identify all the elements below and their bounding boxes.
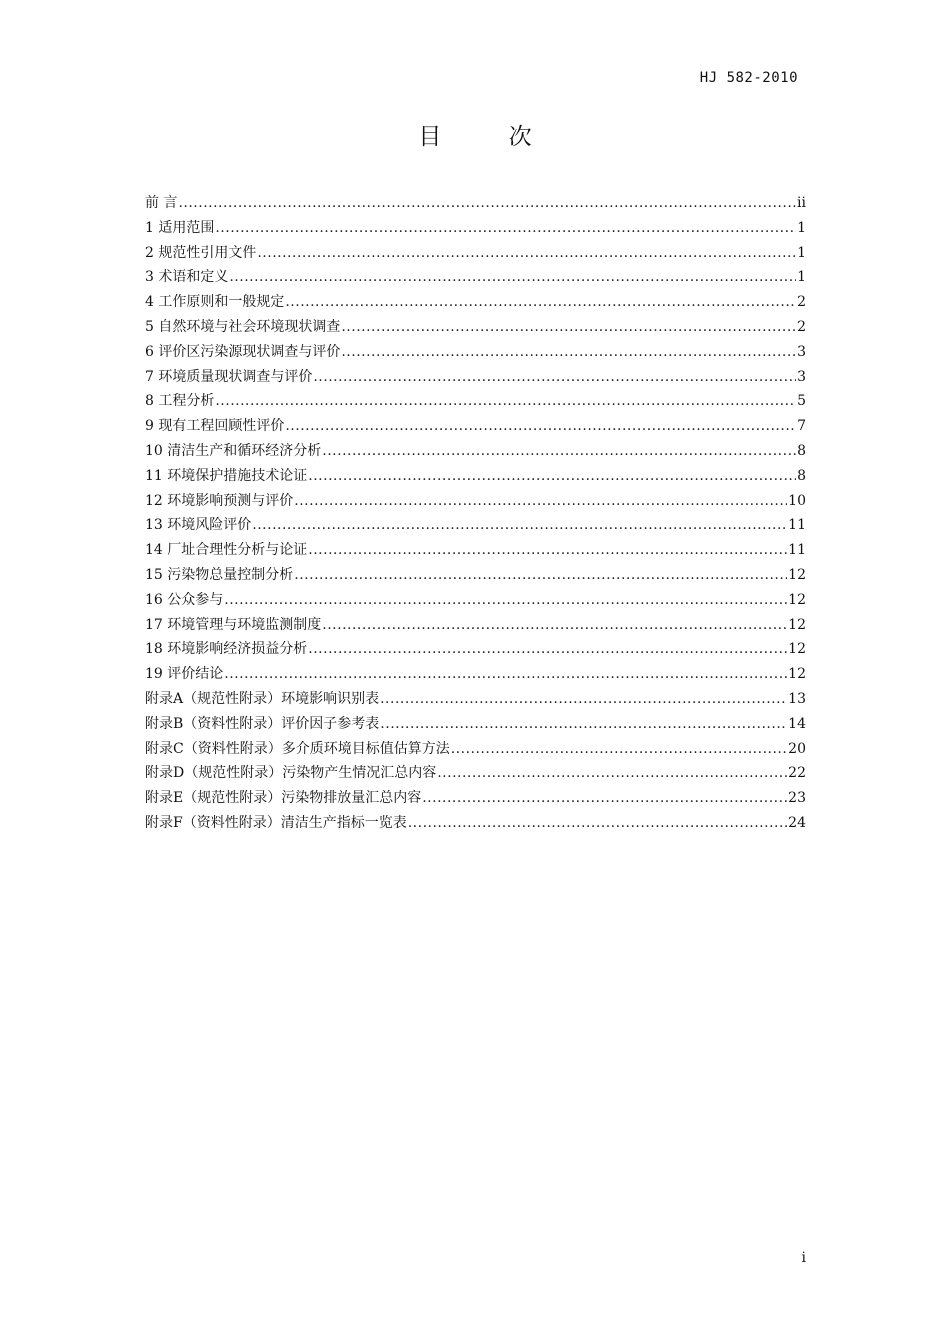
toc-entry-label: 前 言 xyxy=(145,195,178,211)
toc-entry-label: 2 规范性引用文件 xyxy=(145,244,257,261)
toc-entry-page: 20 xyxy=(788,740,806,757)
toc-entry-page: 2 xyxy=(797,294,806,311)
toc-dot-leader xyxy=(308,538,787,563)
toc-entry-label: 14 厂址合理性分析与论证 xyxy=(145,542,308,559)
toc-entry-label: 10 清洁生产和循环经济分析 xyxy=(145,442,322,459)
toc-entry-label: 附录D（规范性附录）污染物产生情况汇总内容 xyxy=(145,765,437,782)
toc-entry-label: 附录E（规范性附录）污染物排放量汇总内容 xyxy=(145,790,422,807)
table-of-contents xyxy=(145,191,806,836)
toc-dot-leader xyxy=(229,265,796,290)
toc-entry-page: 1 xyxy=(797,219,806,236)
toc-entry-page: 3 xyxy=(797,343,806,360)
toc-dot-leader xyxy=(313,365,796,390)
toc-entry-label: 3 术语和定义 xyxy=(145,269,229,286)
toc-entry[interactable] xyxy=(145,265,806,290)
toc-entry-page: 11 xyxy=(788,517,806,534)
toc-entry-page: 12 xyxy=(788,641,806,658)
toc-dot-leader xyxy=(224,588,787,613)
toc-entry-label: 16 公众参与 xyxy=(145,591,224,608)
toc-dot-leader xyxy=(178,191,796,216)
toc-entry-page: 12 xyxy=(788,591,806,608)
toc-entry[interactable] xyxy=(145,340,806,365)
toc-entry-label: 19 评价结论 xyxy=(145,666,224,683)
toc-entry[interactable] xyxy=(145,389,806,414)
toc-dot-leader xyxy=(252,513,787,538)
toc-dot-leader xyxy=(408,811,787,836)
toc-entry-label: 7 环境质量现状调查与评价 xyxy=(145,368,313,385)
toc-entry[interactable] xyxy=(145,290,806,315)
toc-dot-leader xyxy=(215,216,796,241)
page-number: i xyxy=(801,1250,806,1266)
toc-entry-label: 附录F（资料性附录）清洁生产指标一览表 xyxy=(145,814,407,831)
toc-entry[interactable] xyxy=(145,439,806,464)
toc-dot-leader xyxy=(341,340,796,365)
toc-entry-page: 12 xyxy=(788,666,806,683)
toc-entry-page: 1 xyxy=(797,269,806,286)
toc-dot-leader xyxy=(257,241,796,266)
toc-entry-page: 12 xyxy=(788,566,806,583)
toc-entry-label: 17 环境管理与环境监测制度 xyxy=(145,616,322,633)
toc-entry[interactable] xyxy=(145,613,806,638)
toc-entry[interactable] xyxy=(145,538,806,563)
toc-entry-label: 1 适用范围 xyxy=(145,219,215,236)
toc-entry[interactable] xyxy=(145,464,806,489)
toc-entry-label: 5 自然环境与社会环境现状调查 xyxy=(145,318,341,335)
toc-entry[interactable] xyxy=(145,737,806,762)
toc-dot-leader xyxy=(451,737,787,762)
toc-entry[interactable] xyxy=(145,191,806,216)
toc-dot-leader xyxy=(294,563,787,588)
toc-entry[interactable] xyxy=(145,315,806,340)
toc-entry[interactable] xyxy=(145,563,806,588)
toc-dot-leader xyxy=(308,464,796,489)
toc-entry-label: 6 评价区污染源现状调查与评价 xyxy=(145,343,341,360)
toc-entry-page: 13 xyxy=(788,690,806,707)
toc-entry[interactable] xyxy=(145,687,806,712)
toc-entry-label: 11 环境保护措施技术论证 xyxy=(145,467,308,484)
toc-entry-page: 22 xyxy=(788,765,806,782)
toc-entry-label: 附录B（资料性附录）评价因子参考表 xyxy=(145,715,380,732)
toc-dot-leader xyxy=(308,637,787,662)
toc-entry-label: 12 环境影响预测与评价 xyxy=(145,492,294,509)
toc-entry-page: 7 xyxy=(797,418,806,435)
toc-entry-label: 8 工程分析 xyxy=(145,393,215,410)
toc-entry-page: 14 xyxy=(788,715,806,732)
toc-entry-label: 18 环境影响经济损益分析 xyxy=(145,641,308,658)
toc-dot-leader xyxy=(322,613,787,638)
toc-dot-leader xyxy=(380,687,787,712)
toc-entry-page: 2 xyxy=(797,318,806,335)
toc-dot-leader xyxy=(285,290,796,315)
toc-entry-page: 8 xyxy=(797,467,806,484)
toc-dot-leader xyxy=(437,761,787,786)
toc-entry-page: 3 xyxy=(797,368,806,385)
toc-dot-leader xyxy=(322,439,796,464)
toc-entry[interactable] xyxy=(145,637,806,662)
toc-entry-page: 1 xyxy=(797,244,806,261)
toc-entry-label: 附录C（资料性附录）多介质环境目标值估算方法 xyxy=(145,740,450,757)
toc-dot-leader xyxy=(215,389,796,414)
toc-entry[interactable] xyxy=(145,588,806,613)
toc-dot-leader xyxy=(380,712,787,737)
toc-entry[interactable] xyxy=(145,489,806,514)
toc-entry[interactable] xyxy=(145,216,806,241)
toc-entry[interactable] xyxy=(145,513,806,538)
toc-entry[interactable] xyxy=(145,786,806,811)
toc-entry-page: 24 xyxy=(788,814,806,831)
document-code: HJ 582-2010 xyxy=(699,70,798,86)
toc-dot-leader xyxy=(224,662,787,687)
toc-entry-page: 8 xyxy=(797,442,806,459)
toc-dot-leader xyxy=(341,315,796,340)
toc-dot-leader xyxy=(294,489,787,514)
toc-entry[interactable] xyxy=(145,761,806,786)
toc-title: 目 次 xyxy=(418,124,562,150)
toc-entry-page: 5 xyxy=(797,393,806,410)
toc-entry-label: 附录A（规范性附录）环境影响识别表 xyxy=(145,690,380,707)
toc-entry-page: 23 xyxy=(788,790,806,807)
toc-entry-page: ii xyxy=(797,195,806,211)
toc-entry[interactable] xyxy=(145,662,806,687)
toc-entry-page: 12 xyxy=(788,616,806,633)
toc-entry[interactable] xyxy=(145,241,806,266)
toc-entry-label: 4 工作原则和一般规定 xyxy=(145,294,285,311)
toc-entry-page: 10 xyxy=(788,492,806,509)
toc-dot-leader xyxy=(285,414,796,439)
toc-dot-leader xyxy=(422,786,787,811)
toc-entry-label: 15 污染物总量控制分析 xyxy=(145,566,294,583)
toc-entry-page: 11 xyxy=(788,542,806,559)
toc-entry-label: 9 现有工程回顾性评价 xyxy=(145,418,285,435)
toc-entry[interactable] xyxy=(145,414,806,439)
toc-entry[interactable] xyxy=(145,712,806,737)
toc-entry[interactable] xyxy=(145,365,806,390)
toc-entry-label: 13 环境风险评价 xyxy=(145,517,252,534)
toc-entry[interactable] xyxy=(145,811,806,836)
